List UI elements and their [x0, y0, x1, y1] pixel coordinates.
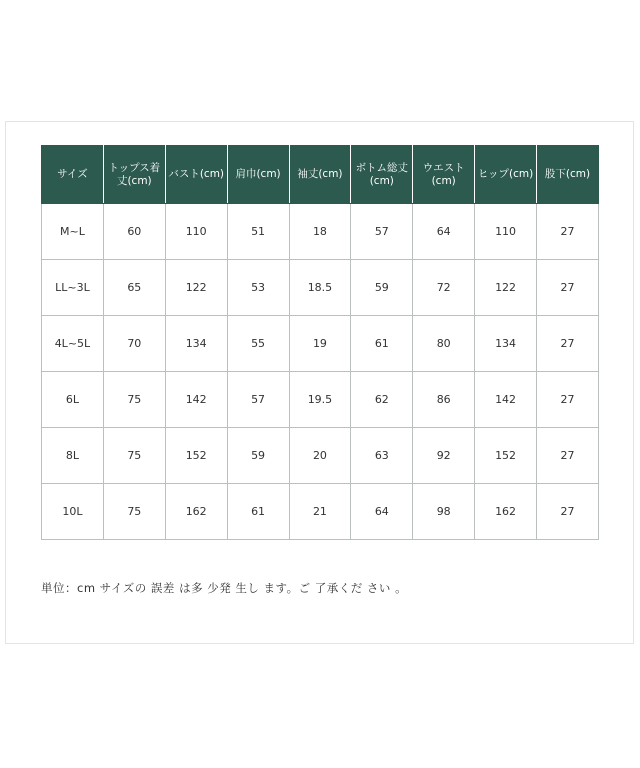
header-hip: ヒップ(cm)	[475, 146, 537, 204]
table-cell: 57	[227, 372, 289, 428]
header-shoulder: 肩巾(cm)	[227, 146, 289, 204]
table-cell: 142	[165, 372, 227, 428]
table-row	[42, 204, 599, 260]
header-inseam: 股下(cm)	[537, 146, 599, 204]
table-cell: M~L	[42, 204, 104, 260]
table-cell: 18.5	[289, 260, 351, 316]
table-row	[42, 260, 599, 316]
table-cell: 122	[475, 260, 537, 316]
table-cell: 142	[475, 372, 537, 428]
table-cell: 51	[227, 204, 289, 260]
header-sleeve: 袖丈(cm)	[289, 146, 351, 204]
table-cell: 6L	[42, 372, 104, 428]
table-cell: 60	[103, 204, 165, 260]
table-cell: 70	[103, 316, 165, 372]
table-cell: 20	[289, 428, 351, 484]
table-cell: 4L~5L	[42, 316, 104, 372]
table-cell: 162	[165, 484, 227, 540]
table-cell: 63	[351, 428, 413, 484]
table-cell: 64	[413, 204, 475, 260]
table-cell: 75	[103, 484, 165, 540]
table-cell: 122	[165, 260, 227, 316]
table-cell: 152	[475, 428, 537, 484]
table-cell: 64	[351, 484, 413, 540]
table-cell: 27	[537, 316, 599, 372]
table-row	[42, 372, 599, 428]
table-cell: 55	[227, 316, 289, 372]
table-cell: 27	[537, 428, 599, 484]
table-cell: 110	[475, 204, 537, 260]
table-cell: 27	[537, 372, 599, 428]
size-table	[41, 145, 599, 540]
table-cell: 134	[165, 316, 227, 372]
table-cell: 21	[289, 484, 351, 540]
table-row	[42, 316, 599, 372]
table-row	[42, 428, 599, 484]
table-cell: 110	[165, 204, 227, 260]
table-cell: 75	[103, 428, 165, 484]
table-row	[42, 484, 599, 540]
table-cell: 75	[103, 372, 165, 428]
header-tops-length: トップス着丈(cm)	[103, 146, 165, 204]
table-cell: 27	[537, 204, 599, 260]
table-cell: 59	[227, 428, 289, 484]
table-cell: 162	[475, 484, 537, 540]
table-cell: 152	[165, 428, 227, 484]
table-cell: 72	[413, 260, 475, 316]
table-cell: 53	[227, 260, 289, 316]
table-cell: 10L	[42, 484, 104, 540]
table-cell: 62	[351, 372, 413, 428]
table-cell: 98	[413, 484, 475, 540]
header-waist: ウエスト(cm)	[413, 146, 475, 204]
measurement-note: 単位：cm サイズの 誤差 は多 少発 生し ます。ご 了承くだ さい 。	[41, 581, 408, 595]
table-cell: 19.5	[289, 372, 351, 428]
table-cell: 61	[227, 484, 289, 540]
table-cell: LL~3L	[42, 260, 104, 316]
table-cell: 19	[289, 316, 351, 372]
header-bottoms-length: ボトム総丈(cm)	[351, 146, 413, 204]
table-cell: 92	[413, 428, 475, 484]
table-cell: 18	[289, 204, 351, 260]
table-cell: 27	[537, 260, 599, 316]
table-header-row	[42, 146, 599, 204]
table-cell: 27	[537, 484, 599, 540]
table-cell: 65	[103, 260, 165, 316]
table-cell: 59	[351, 260, 413, 316]
table-cell: 86	[413, 372, 475, 428]
header-size: サイズ	[42, 146, 104, 204]
table-cell: 61	[351, 316, 413, 372]
table-cell: 8L	[42, 428, 104, 484]
header-bust: バスト(cm)	[165, 146, 227, 204]
table-cell: 80	[413, 316, 475, 372]
table-cell: 57	[351, 204, 413, 260]
table-cell: 134	[475, 316, 537, 372]
